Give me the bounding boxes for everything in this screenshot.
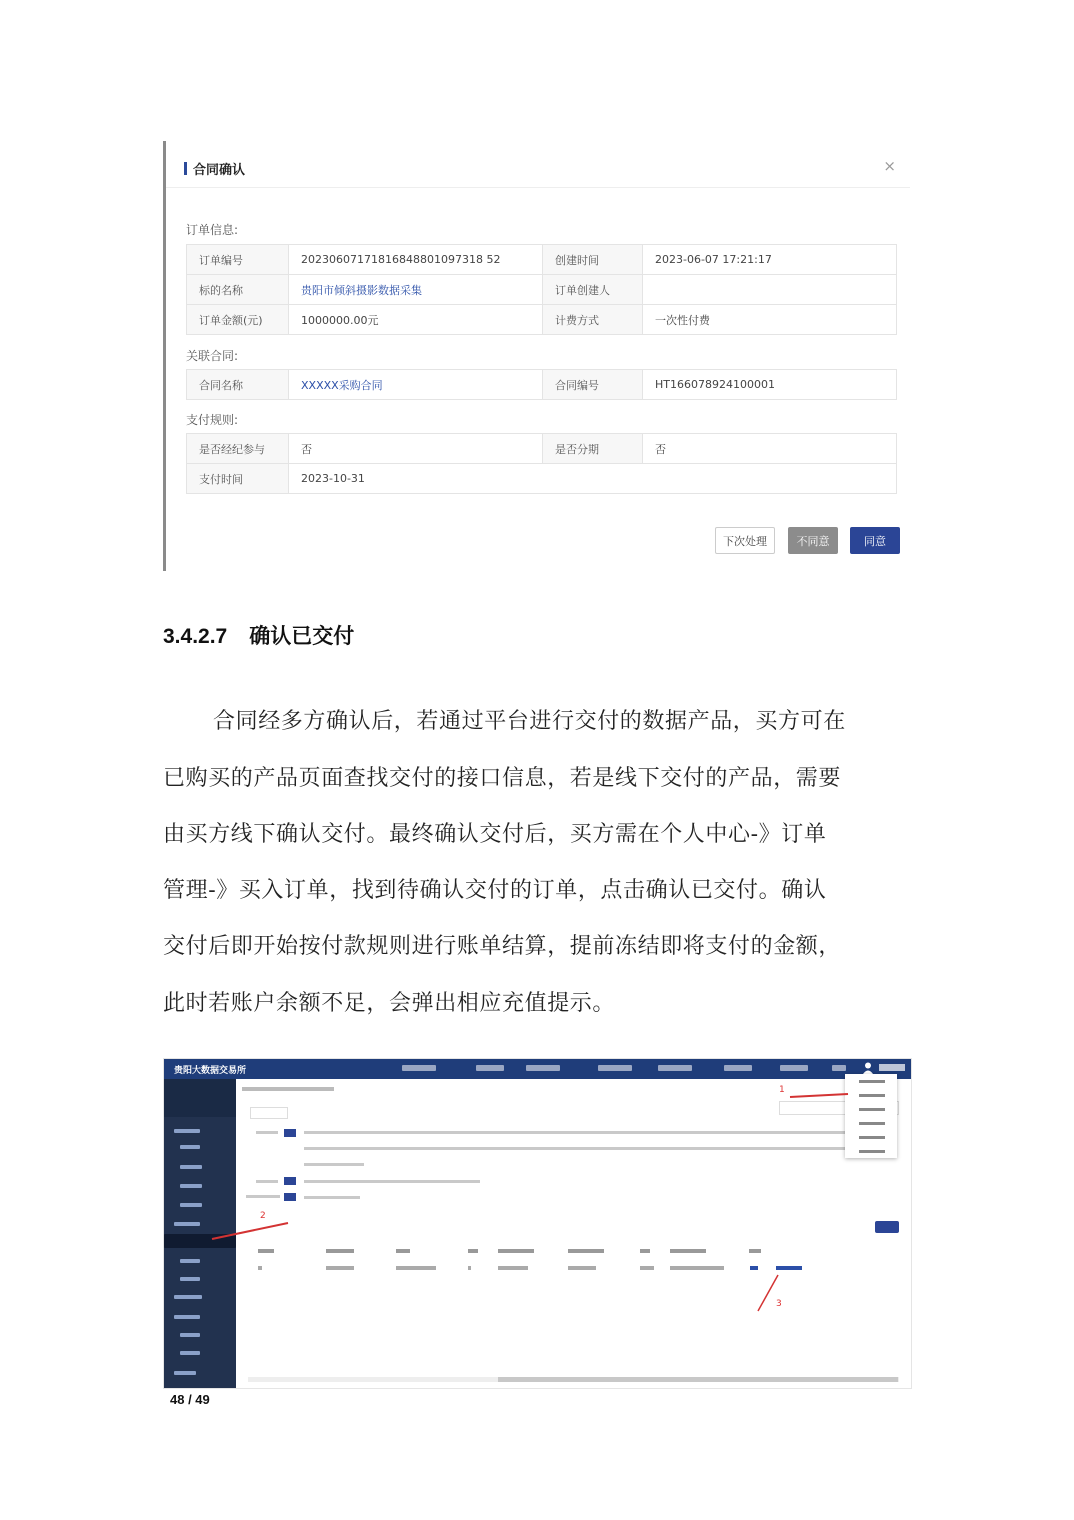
contract-heading: 关联合同: bbox=[186, 349, 239, 363]
section-title: 确认已交付 bbox=[249, 625, 355, 648]
annotation-label-3: 3 bbox=[776, 1299, 782, 1309]
created-time-label: 创建时间 bbox=[543, 245, 643, 275]
section-number: 3.4.2.7 bbox=[163, 625, 228, 648]
order-amount-value: 1000000.00元 bbox=[289, 305, 543, 335]
installment-label: 是否分期 bbox=[543, 434, 643, 464]
payment-time-label: 支付时间 bbox=[187, 464, 289, 494]
table-row bbox=[187, 245, 897, 275]
title-accent-bar bbox=[184, 162, 187, 175]
subject-name-link[interactable]: 贵阳市倾斜摄影数据采集 bbox=[289, 275, 543, 305]
created-time-value: 2023-06-07 17:21:17 bbox=[643, 245, 897, 275]
agree-button[interactable]: 同意 bbox=[850, 527, 900, 554]
header-divider bbox=[166, 187, 910, 188]
dialog-title bbox=[184, 159, 245, 178]
order-info-heading: 订单信息: bbox=[186, 223, 239, 237]
paragraph-line: 交付后即开始按付款规则进行账单结算，提前冻结即将支付的金额， bbox=[163, 934, 842, 959]
section-heading bbox=[163, 620, 354, 650]
order-creator-label: 订单创建人 bbox=[543, 275, 643, 305]
broker-value: 否 bbox=[289, 434, 543, 464]
annotation-arrow-2 bbox=[212, 1223, 288, 1239]
payment-table bbox=[186, 433, 897, 494]
paragraph-line: 已购买的产品页面查找交付的接口信息，若是线下交付的产品，需要 bbox=[163, 766, 842, 791]
close-icon[interactable]: × bbox=[883, 157, 896, 175]
horizontal-scrollbar[interactable] bbox=[248, 1377, 899, 1382]
brand-logo-text: 贵阳大数据交易所 bbox=[174, 1066, 247, 1076]
table-row bbox=[187, 305, 897, 335]
paragraph-line: 由买方线下确认交付。最终确认交付后，买方需在个人中心-》订单 bbox=[163, 822, 827, 847]
installment-value: 否 bbox=[643, 434, 897, 464]
contract-name-label: 合同名称 bbox=[187, 370, 289, 400]
table-row bbox=[187, 464, 897, 494]
handle-later-button[interactable]: 下次处理 bbox=[715, 527, 775, 554]
order-creator-value bbox=[643, 275, 897, 305]
order-number-value: 20230607171816848801097318 52 bbox=[289, 245, 543, 275]
disagree-button[interactable]: 不同意 bbox=[788, 527, 838, 554]
paragraph-line: 此时若账户余额不足，会弹出相应充值提示。 bbox=[163, 991, 616, 1016]
contract-confirm-dialog bbox=[163, 141, 910, 571]
annotation-arrow-1 bbox=[790, 1094, 848, 1097]
payment-time-value: 2023-10-31 bbox=[289, 464, 897, 494]
subject-name-label: 标的名称 bbox=[187, 275, 289, 305]
order-amount-label: 订单金额(元) bbox=[187, 305, 289, 335]
paragraph-line: 管理-》买入订单，找到待确认交付的订单，点击确认已交付。确认 bbox=[163, 878, 827, 903]
dialog-title-text: 合同确认 bbox=[193, 163, 246, 178]
contract-number-label: 合同编号 bbox=[543, 370, 643, 400]
annotation-label-2: 2 bbox=[260, 1211, 266, 1221]
billing-method-label: 计费方式 bbox=[543, 305, 643, 335]
annotation-arrow-3 bbox=[758, 1275, 778, 1311]
buy-orders-screenshot bbox=[163, 1058, 912, 1389]
paragraph-line: 合同经多方确认后，若通过平台进行交付的数据产品，买方可在 bbox=[213, 709, 846, 734]
scrollbar-thumb[interactable] bbox=[498, 1377, 898, 1382]
table-row bbox=[187, 275, 897, 305]
broker-label: 是否经纪参与 bbox=[187, 434, 289, 464]
table-row bbox=[187, 434, 897, 464]
page-number: 48 / 49 bbox=[170, 1392, 210, 1407]
billing-method-value: 一次性付费 bbox=[643, 305, 897, 335]
contract-number-value: HT166078924100001 bbox=[643, 370, 897, 400]
payment-rules-heading: 支付规则: bbox=[186, 413, 239, 427]
table-row bbox=[187, 370, 897, 400]
contract-name-link[interactable]: XXXXX采购合同 bbox=[289, 370, 543, 400]
annotation-arrows bbox=[164, 1059, 912, 1389]
contract-table bbox=[186, 369, 897, 400]
order-info-table bbox=[186, 244, 897, 335]
order-number-label: 订单编号 bbox=[187, 245, 289, 275]
annotation-label-1: 1 bbox=[779, 1085, 785, 1095]
